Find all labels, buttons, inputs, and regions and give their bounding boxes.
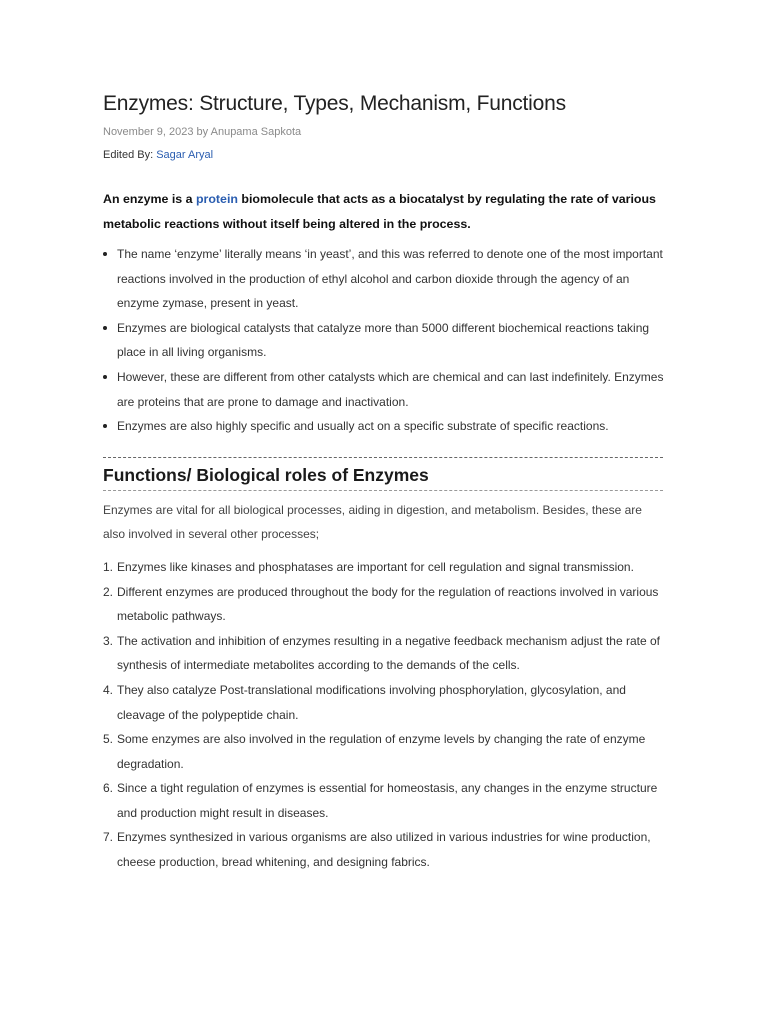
- article-page: [103, 92, 665, 875]
- list-item-text: Enzymes are biological catalysts that catalyze more than 5000 different biochemical reactions taking place in all living organisms.: [117, 320, 650, 360]
- list-item-text: Enzymes like kinases and phosphatases are important for cell regulation and signal transmission.: [117, 559, 634, 574]
- list-item: [103, 555, 665, 580]
- edited-by-line: [103, 149, 665, 161]
- list-item-text: However, these are different from other catalysts which are chemical and can last indefinitely. Enzymes are proteins that are prone to damage and inactivation.: [117, 369, 664, 409]
- list-item: [103, 776, 665, 825]
- section-divider-top: [103, 457, 663, 458]
- list-item: [103, 365, 665, 414]
- edited-by-label: Edited By:: [103, 149, 157, 161]
- article-title: Enzymes: Structure, Types, Mechanism, Functions: [103, 92, 566, 115]
- list-item-text: The activation and inhibition of enzymes resulting in a negative feedback mechanism adjust the rate of synthesis of intermediate metabolites according to the demands of the cells.: [117, 633, 660, 673]
- section-divider-bottom: [103, 490, 663, 491]
- list-item-text: Some enzymes are also involved in the regulation of enzyme levels by changing the rate of enzyme degradation.: [117, 732, 646, 771]
- list-item: [103, 414, 665, 439]
- protein-link[interactable]: protein: [195, 192, 238, 206]
- list-item-text: Different enzymes are produced throughout the body for the regulation of reactions involved in various metabolic pathways.: [117, 584, 659, 624]
- list-item: [103, 678, 665, 727]
- list-item-number: 1.: [103, 559, 114, 574]
- list-item-text: They also catalyze Post-translational modifications involving phosphorylation, glycosylation, and cleavage of the polypeptide chain.: [117, 682, 626, 722]
- editor-link[interactable]: Sagar Aryal: [156, 149, 214, 161]
- bullet-icon: [103, 424, 107, 428]
- functions-intro: Enzymes are vital for all biological processes, aiding in digestion, and metabolism. Besides, these are also involved in several other processes;: [103, 502, 642, 542]
- functions-list: [103, 555, 665, 875]
- list-item-number: 4.: [103, 682, 114, 697]
- functions-heading: Functions/ Biological roles of Enzymes: [103, 464, 429, 485]
- list-item: [103, 727, 665, 776]
- bullet-icon: [103, 252, 107, 256]
- list-item-number: 7.: [103, 830, 114, 845]
- list-item-number: 3.: [103, 633, 114, 648]
- list-item-text: Since a tight regulation of enzymes is essential for homeostasis, any changes in the enzyme structure and production might result in diseases.: [117, 781, 658, 820]
- bullet-icon: [103, 326, 107, 330]
- list-item: [103, 825, 665, 874]
- intro-text-before: An enzyme is a: [103, 192, 196, 206]
- list-item-text: Enzymes synthesized in various organisms are also utilized in various industries for wine production, cheese production, bread whitening, and designing fabrics.: [117, 830, 651, 870]
- bullet-icon: [103, 375, 107, 379]
- list-item: [103, 629, 665, 678]
- intro-text-after: biomolecule that acts as a biocatalyst by regulating the rate of various metabolic reactions without itself being altered in the process.: [103, 192, 656, 231]
- article-date-author: November 9, 2023 by Anupama Sapkota: [103, 126, 302, 138]
- list-item-number: 5.: [103, 732, 114, 747]
- intro-paragraph: [103, 187, 665, 237]
- list-item: [103, 316, 665, 365]
- list-item-number: 2.: [103, 584, 114, 599]
- list-item: [103, 242, 665, 316]
- list-item-text: Enzymes are also highly specific and usually act on a specific substrate of specific reactions.: [117, 419, 609, 434]
- list-item-number: 6.: [103, 781, 114, 796]
- list-item-text: The name ‘enzyme’ literally means ‘in yeast’, and this was referred to denote one of the most important reactions involved in the production of ethyl alcohol and carbon dioxide through the agency of an enzyme zymase, present in yeast.: [117, 247, 663, 311]
- list-item: [103, 580, 665, 629]
- intro-bullet-list: [103, 242, 665, 439]
